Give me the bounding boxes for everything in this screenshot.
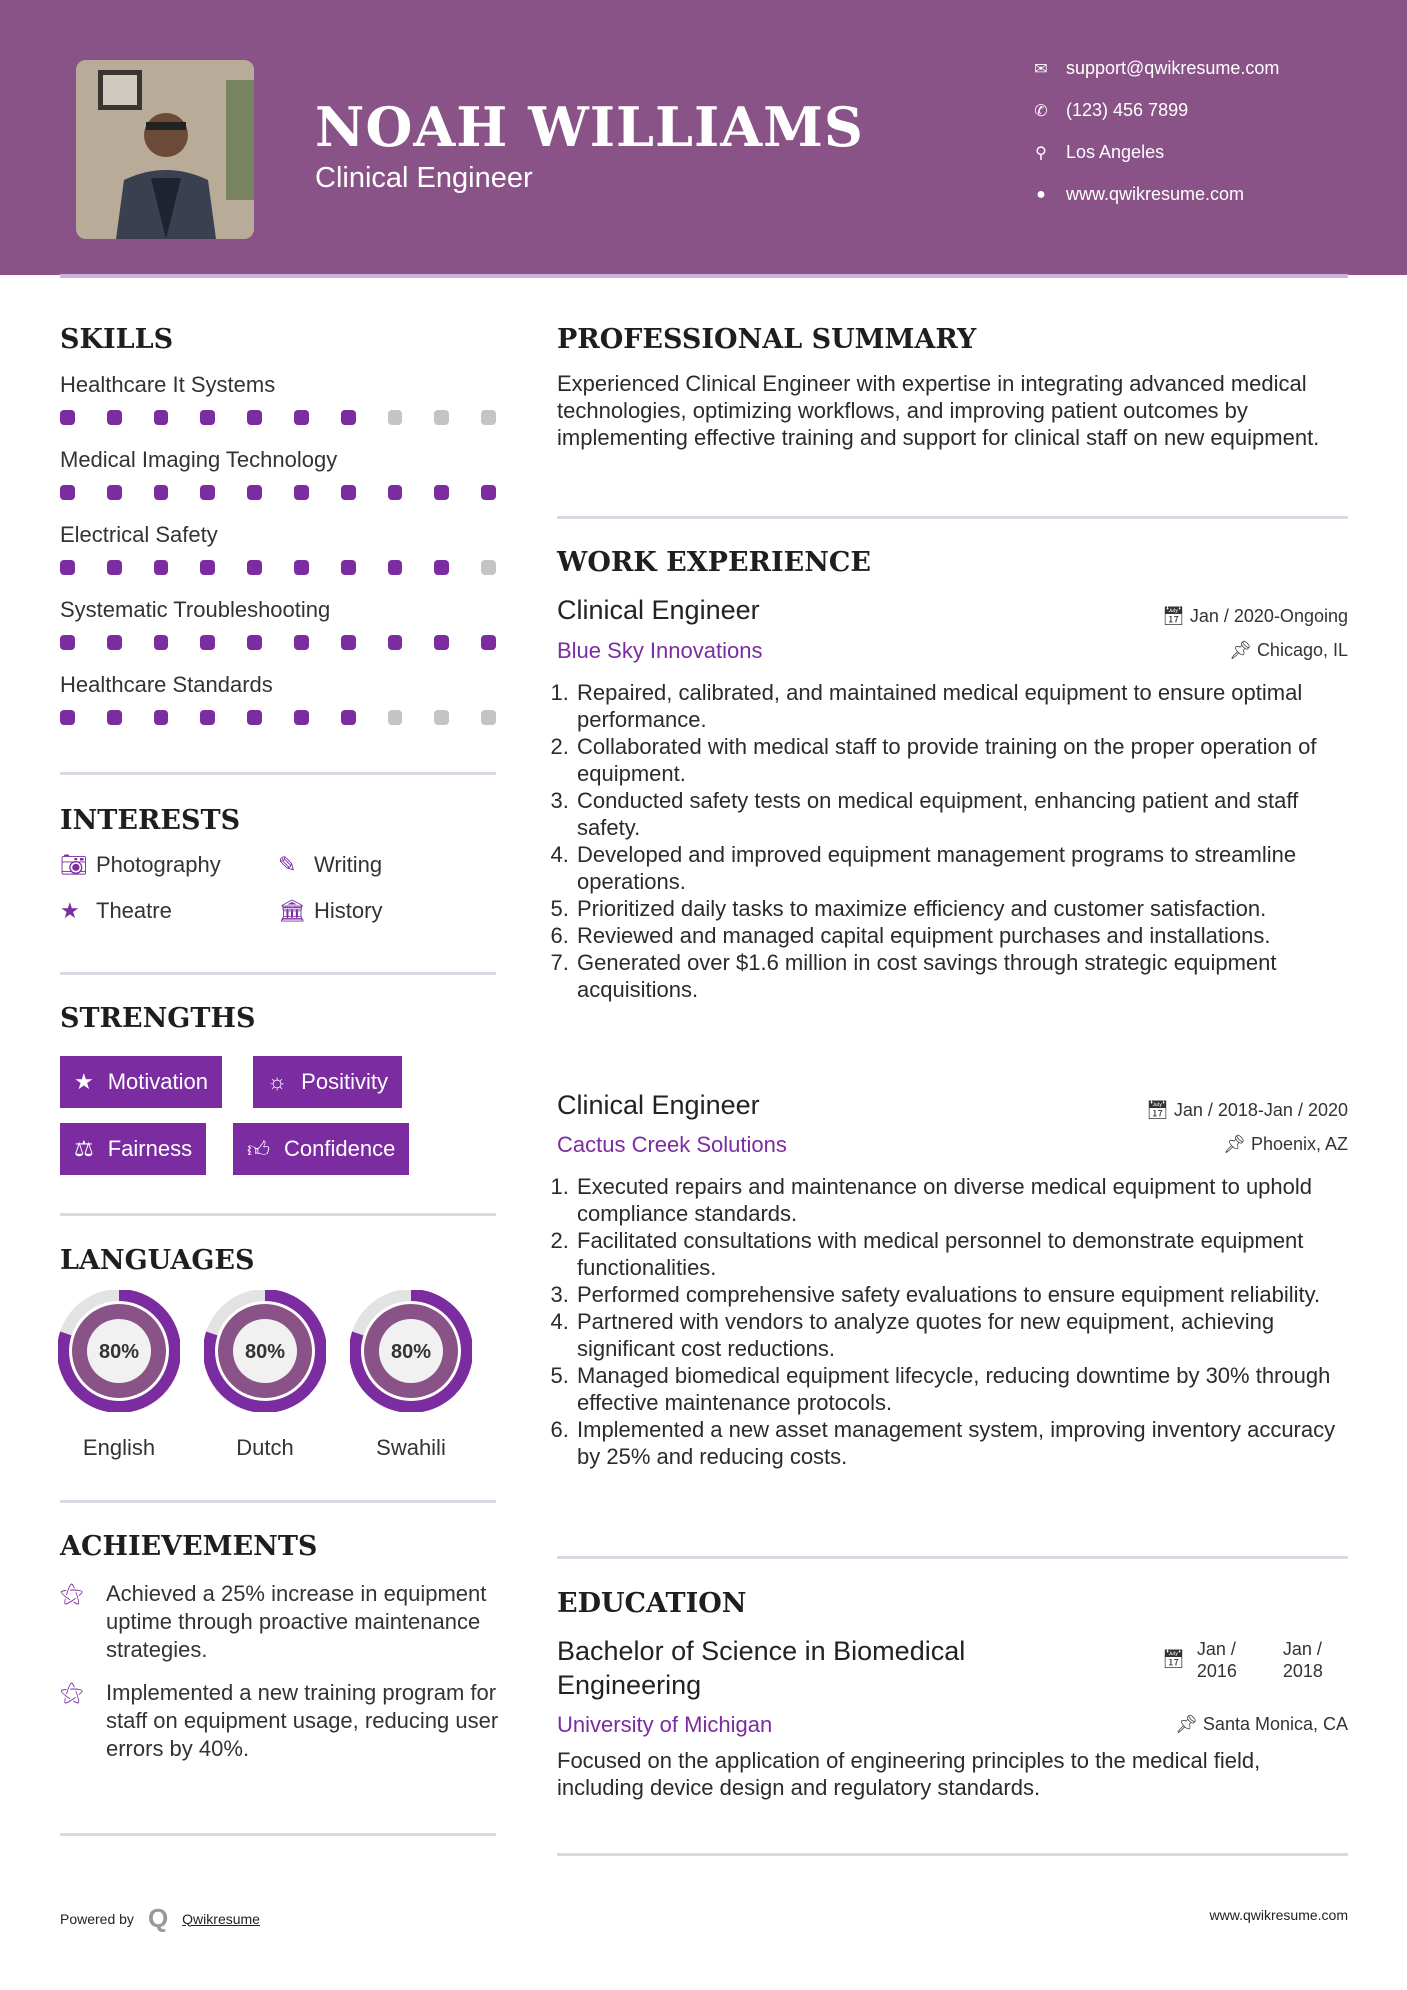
strength-label: Fairness (107, 1136, 193, 1161)
pushpin-icon: 📌︎ (1223, 1134, 1251, 1154)
skill-label: Medical Imaging Technology (60, 447, 338, 472)
job-bullet: 2. Facilitated consultations with medical personnel to demonstrate equipment functionalities. (575, 1227, 1352, 1281)
achievement-text: Achieved a 25% increase in equipment uptime through proactive maintenance strategies. (106, 1581, 487, 1662)
rating-dot (388, 560, 403, 575)
star-icon: ★ (60, 898, 80, 923)
thumbs-up-icon: 👍︎ (247, 1136, 270, 1162)
education-start: Jan / 2016 (1196, 1639, 1237, 1681)
rating-dot (434, 560, 449, 575)
interest-writing (278, 852, 382, 878)
achievement-item (60, 1679, 500, 1763)
language-percent: 80% (98, 1341, 140, 1363)
language-item (204, 1290, 326, 1461)
rating-dot (247, 635, 262, 650)
rating-dot (434, 635, 449, 650)
rating-dot (247, 560, 262, 575)
interests-heading: INTERESTS (60, 805, 241, 836)
contact-phone (1030, 100, 1188, 121)
rating-dot (388, 485, 403, 500)
rating-dot (200, 410, 215, 425)
strength-badge-motivation (60, 1056, 222, 1108)
rating-dot (341, 410, 356, 425)
camera-icon: 📷︎ (60, 852, 88, 877)
rating-dot (60, 410, 75, 425)
divider (60, 1213, 496, 1216)
rating-dot (341, 560, 356, 575)
interest-theatre (60, 898, 172, 924)
work-experience-heading: WORK EXPERIENCE (557, 547, 871, 578)
rating-dot (154, 485, 169, 500)
education-location-text: Santa Monica, CA (1202, 1714, 1348, 1734)
rating-dot (247, 485, 262, 500)
rating-dot (294, 710, 309, 725)
rating-dot (247, 410, 262, 425)
skill-item (60, 672, 496, 747)
job-bullet: 4. Developed and improved equipment management programs to streamline operations. (575, 841, 1352, 895)
rating-dot (154, 410, 169, 425)
interest-photography (60, 852, 221, 878)
divider (60, 1500, 496, 1503)
rating-dot (481, 635, 496, 650)
strength-badge-positivity (253, 1056, 402, 1108)
skill-label: Healthcare Standards (60, 672, 273, 697)
divider (557, 1556, 1348, 1559)
strength-badge-confidence (233, 1123, 409, 1175)
skills-heading: SKILLS (60, 324, 174, 355)
calendar-icon: 📅︎ (1162, 1649, 1185, 1669)
globe-icon: ● (1036, 185, 1046, 203)
candidate-name: NOAH WILLIAMS (315, 95, 864, 159)
interest-label: Writing (314, 852, 383, 877)
powered-by-text: Powered by (60, 1910, 134, 1927)
skill-rating (60, 710, 496, 725)
job-bullet: 3. Performed comprehensive safety evaluations to ensure equipment reliability. (575, 1281, 1352, 1308)
rating-dot (60, 485, 75, 500)
job-bullet: 5. Prioritized daily tasks to maximize efficiency and customer satisfaction. (575, 895, 1352, 922)
job-title: Clinical Engineer (557, 595, 760, 625)
job-location (1229, 640, 1348, 661)
job-date-text: Jan / 2020-Ongoing (1189, 606, 1348, 626)
skill-rating (60, 635, 496, 650)
job-bullet: 1. Repaired, calibrated, and maintained medical equipment to ensure optimal performance. (575, 679, 1352, 733)
education-end: Jan / 2018 (1282, 1639, 1323, 1681)
strength-label: Confidence (284, 1136, 396, 1161)
languages-list (58, 1290, 472, 1461)
skill-rating (60, 410, 496, 425)
language-label: Dutch (236, 1435, 294, 1460)
language-item (350, 1290, 472, 1461)
calendar-icon: 📅︎ (1162, 606, 1190, 626)
divider (60, 772, 496, 775)
job-title: Clinical Engineer (557, 1090, 760, 1120)
job-bullet: 4. Partnered with vendors to analyze quotes for new equipment, achieving significant cost reductions. (575, 1308, 1352, 1362)
languages-heading: LANGUAGES (60, 1245, 255, 1276)
rating-dot (107, 635, 122, 650)
education-text: Focused on the application of engineering principles to the medical field, including device design and regulatory standards. (557, 1748, 1261, 1800)
rating-dot (388, 635, 403, 650)
bank-icon: 🏛︎ (278, 898, 306, 923)
footer-powered (60, 1903, 260, 1934)
job-location (1223, 1134, 1348, 1155)
school: University of Michigan (557, 1712, 773, 1737)
rating-dot (294, 485, 309, 500)
skill-label: Healthcare It Systems (60, 372, 276, 397)
strength-label: Positivity (301, 1069, 388, 1094)
rating-dot (200, 560, 215, 575)
rating-dot (60, 560, 75, 575)
achievement-item (60, 1580, 500, 1664)
job-date (1146, 1100, 1348, 1121)
education-dates (1162, 1638, 1335, 1682)
rating-dot (107, 710, 122, 725)
star-badge-icon: ⚝ (60, 1580, 84, 1607)
rating-dot (341, 485, 356, 500)
rating-dot (434, 710, 449, 725)
degree: Bachelor of Science in Biomedical Engineering (557, 1636, 966, 1700)
profile-photo (76, 60, 254, 239)
education-location (1175, 1714, 1348, 1735)
job-location-text: Chicago, IL (1256, 640, 1348, 660)
contact-website-text: www.qwikresume.com (1066, 184, 1245, 204)
language-progress-ring (350, 1290, 472, 1412)
rating-dot (200, 635, 215, 650)
interest-label: Theatre (96, 898, 172, 923)
rating-dot (481, 485, 496, 500)
job-company: Blue Sky Innovations (557, 638, 763, 663)
interest-label: Photography (96, 852, 221, 877)
rating-dot (388, 410, 403, 425)
skill-item (60, 522, 496, 597)
rating-dot (481, 410, 496, 425)
pushpin-icon: 📌︎ (1229, 640, 1257, 660)
summary-heading: PROFESSIONAL SUMMARY (557, 324, 977, 355)
star-icon: ★ (74, 1069, 94, 1094)
skills-list (60, 372, 496, 747)
rating-dot (200, 710, 215, 725)
contact-email[interactable] (1030, 58, 1279, 79)
job-date (1162, 606, 1348, 627)
rating-dot (388, 710, 403, 725)
skill-item (60, 447, 496, 522)
job-company: Cactus Creek Solutions (557, 1132, 787, 1157)
job-bullets (557, 1173, 1352, 1470)
rating-dot (200, 485, 215, 500)
contact-website[interactable] (1030, 184, 1244, 205)
rating-dot (107, 410, 122, 425)
skill-rating (60, 560, 496, 575)
interest-history (278, 898, 382, 924)
job-bullets (557, 679, 1352, 1003)
rating-dot (107, 560, 122, 575)
candidate-title: Clinical Engineer (315, 162, 533, 194)
job-bullet: 3. Conducted safety tests on medical equipment, enhancing patient and staff safety. (575, 787, 1352, 841)
footer-url[interactable]: www.qwikresume.com (1209, 1907, 1348, 1923)
rating-dot (341, 710, 356, 725)
rating-dot (60, 710, 75, 725)
education-heading: EDUCATION (557, 1588, 747, 1619)
skill-rating (60, 485, 496, 500)
job-bullet: 5. Managed biomedical equipment lifecycle, reducing downtime by 30% through effective maintenance protocols. (575, 1362, 1352, 1416)
language-label: English (82, 1435, 156, 1460)
job-bullet: 7. Generated over $1.6 million in cost savings through strategic equipment acquisitions. (575, 949, 1352, 1003)
job-location-text: Phoenix, AZ (1250, 1134, 1348, 1154)
rating-dot (434, 485, 449, 500)
contact-email-text: support@qwikresume.com (1066, 58, 1280, 78)
job-bullet: 6. Implemented a new asset management system, improving inventory accuracy by 25% and reducing costs. (575, 1416, 1352, 1470)
divider (557, 516, 1348, 519)
star-badge-icon: ⚝ (60, 1679, 84, 1706)
rating-dot (154, 560, 169, 575)
rating-dot (341, 635, 356, 650)
rating-dot (294, 560, 309, 575)
brand-link[interactable]: Qwikresume (182, 1910, 260, 1927)
rating-dot (247, 710, 262, 725)
sun-icon: ☼ (267, 1069, 288, 1094)
rating-dot (481, 560, 496, 575)
rating-dot (60, 635, 75, 650)
strength-label: Motivation (107, 1069, 209, 1094)
contact-location-text: Los Angeles (1066, 142, 1165, 162)
skill-item (60, 372, 496, 447)
skill-label: Electrical Safety (60, 522, 218, 547)
pushpin-icon: 📌︎ (1175, 1714, 1203, 1734)
job-bullet: 1. Executed repairs and maintenance on diverse medical equipment to uphold compliance standards. (575, 1173, 1352, 1227)
skill-item (60, 597, 496, 672)
qwikresume-logo-icon: Q (147, 1903, 169, 1933)
divider (557, 1853, 1348, 1856)
language-label: Swahili (376, 1435, 446, 1460)
strength-badge-fairness (60, 1123, 206, 1175)
language-percent: 80% (390, 1341, 432, 1363)
phone-icon: ✆ (1034, 102, 1048, 120)
rating-dot (154, 635, 169, 650)
interest-label: History (314, 898, 383, 923)
rating-dot (154, 710, 169, 725)
language-percent: 80% (244, 1341, 286, 1363)
rating-dot (294, 410, 309, 425)
contact-location (1030, 142, 1164, 163)
achievements-heading: ACHIEVEMENTS (60, 1531, 318, 1562)
job-bullet: 6. Reviewed and managed capital equipment purchases and installations. (575, 922, 1352, 949)
calendar-icon: 📅︎ (1146, 1100, 1174, 1120)
language-item (58, 1290, 180, 1461)
job-date-text: Jan / 2018-Jan / 2020 (1173, 1100, 1348, 1120)
divider (60, 972, 496, 975)
job-bullet: 2. Collaborated with medical staff to provide training on the proper operation of equipment. (575, 733, 1352, 787)
map-marker-icon: ⚲ (1035, 144, 1047, 162)
divider (60, 1833, 496, 1836)
achievement-text: Implemented a new training program for staff on equipment usage, reducing user errors by 40%. (106, 1680, 499, 1761)
rating-dot (481, 710, 496, 725)
summary-text: Experienced Clinical Engineer with expertise in integrating advanced medical technologies, optimizing workflows, and improving patient outcomes by implementing effective training and support for clinical staff on new equipment. (557, 371, 1320, 450)
pencil-icon: ✎ (278, 852, 297, 877)
strengths-heading: STRENGTHS (60, 1003, 256, 1034)
header-divider (60, 274, 1348, 278)
rating-dot (107, 485, 122, 500)
language-progress-ring (204, 1290, 326, 1412)
rating-dot (434, 410, 449, 425)
envelope-icon: ✉ (1034, 60, 1048, 78)
balance-scale-icon: ⚖ (74, 1136, 94, 1161)
skill-label: Systematic Troubleshooting (60, 597, 331, 622)
contact-phone-text: (123) 456 7899 (1066, 100, 1189, 120)
language-progress-ring (58, 1290, 180, 1412)
rating-dot (294, 635, 309, 650)
